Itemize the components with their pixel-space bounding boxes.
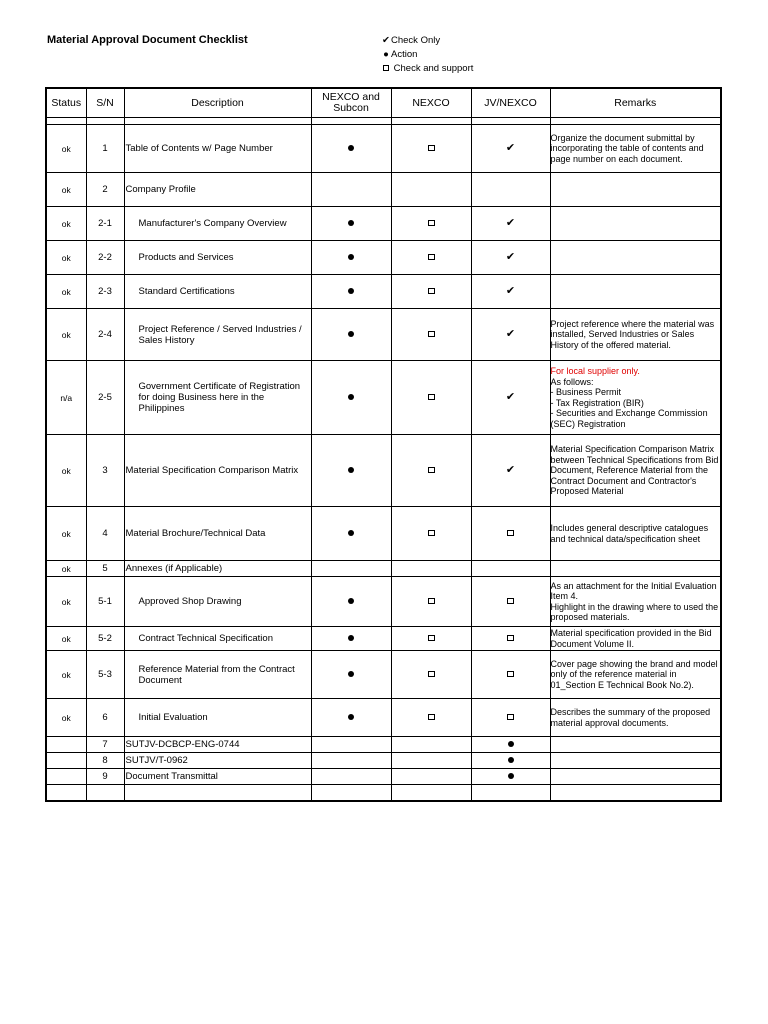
header-spacer bbox=[46, 118, 721, 125]
remarks-cell bbox=[550, 753, 721, 769]
square-icon bbox=[428, 530, 435, 536]
col-description: Description bbox=[124, 88, 311, 118]
square-icon bbox=[428, 467, 435, 473]
status-cell: ok bbox=[46, 309, 86, 361]
status-cell: n/a bbox=[46, 361, 86, 435]
nexco-cell bbox=[391, 507, 471, 561]
remarks-text: Cover page showing the brand and model only of the reference material in 01_Section E Technical Book No.2). bbox=[550, 658, 718, 690]
status-cell: ok bbox=[46, 241, 86, 275]
dot-icon bbox=[348, 671, 354, 677]
table-row bbox=[46, 651, 721, 699]
description-cell: Annexes (if Applicable) bbox=[124, 561, 311, 577]
remarks-cell bbox=[550, 435, 721, 507]
nexco-subcon-cell bbox=[311, 435, 391, 507]
status-cell: ok bbox=[46, 275, 86, 309]
nexco-cell bbox=[391, 361, 471, 435]
sn-cell: 1 bbox=[86, 125, 124, 173]
sn-cell: 2-5 bbox=[86, 361, 124, 435]
nexco-cell bbox=[391, 241, 471, 275]
nexco-subcon-cell bbox=[311, 125, 391, 173]
nexco-subcon-cell bbox=[311, 241, 391, 275]
nexco-cell bbox=[391, 173, 471, 207]
check-icon: ✔ bbox=[505, 217, 516, 229]
square-icon bbox=[507, 714, 514, 720]
remarks-cell bbox=[550, 309, 721, 361]
nexco-subcon-cell bbox=[311, 361, 391, 435]
check-icon: ✔ bbox=[382, 35, 390, 46]
remarks-text: As an attachment for the Initial Evaluation Item 4. Highlight in the drawing where to used the proposed materials. bbox=[550, 580, 719, 622]
description-cell: Initial Evaluation bbox=[124, 699, 311, 737]
jv-nexco-cell bbox=[471, 737, 550, 753]
table-row bbox=[46, 207, 721, 241]
status-cell: ok bbox=[46, 207, 86, 241]
sn-cell: 2-4 bbox=[86, 309, 124, 361]
status-cell: ok bbox=[46, 627, 86, 651]
remarks-cell bbox=[550, 125, 721, 173]
col-remarks: Remarks bbox=[550, 88, 721, 118]
nexco-cell bbox=[391, 627, 471, 651]
remarks-text: Describes the summary of the proposed material approval documents. bbox=[550, 707, 711, 728]
legend-item-action: ● Action bbox=[381, 48, 473, 62]
square-icon bbox=[428, 635, 435, 641]
sn-cell: 5-1 bbox=[86, 577, 124, 627]
check-icon: ✔ bbox=[505, 285, 516, 297]
status-cell: ok bbox=[46, 435, 86, 507]
remarks-cell bbox=[550, 241, 721, 275]
dot-icon: ● bbox=[383, 49, 389, 60]
jv-nexco-cell bbox=[471, 361, 550, 435]
table-row bbox=[46, 737, 721, 753]
remarks-text: As follows: - Business Permit - Tax Registration (BIR) - Securities and Exchange Commission (SEC) Registration bbox=[550, 376, 708, 429]
nexco-subcon-cell bbox=[311, 769, 391, 785]
description-cell: Standard Certifications bbox=[124, 275, 311, 309]
remarks-cell bbox=[550, 507, 721, 561]
jv-nexco-cell bbox=[471, 785, 550, 801]
dot-icon bbox=[348, 220, 354, 226]
dot-icon bbox=[348, 714, 354, 720]
table-row bbox=[46, 785, 721, 801]
nexco-subcon-cell bbox=[311, 651, 391, 699]
status-cell bbox=[46, 785, 86, 801]
col-jv-nexco: JV/NEXCO bbox=[471, 88, 550, 118]
remarks-cell bbox=[550, 737, 721, 753]
nexco-subcon-cell bbox=[311, 785, 391, 801]
dot-icon bbox=[348, 635, 354, 641]
description-cell: Company Profile bbox=[124, 173, 311, 207]
nexco-cell bbox=[391, 561, 471, 577]
remarks-cell bbox=[550, 651, 721, 699]
check-icon: ✔ bbox=[505, 251, 516, 263]
nexco-cell bbox=[391, 769, 471, 785]
check-icon: ✔ bbox=[505, 142, 516, 154]
nexco-subcon-cell bbox=[311, 627, 391, 651]
description-cell: Table of Contents w/ Page Number bbox=[124, 125, 311, 173]
nexco-cell bbox=[391, 737, 471, 753]
nexco-cell bbox=[391, 651, 471, 699]
remarks-text: Organize the document submittal by incorporating the table of contents and page number on each document. bbox=[550, 132, 704, 164]
dot-icon bbox=[508, 773, 514, 779]
table-row bbox=[46, 769, 721, 785]
square-icon bbox=[428, 288, 435, 294]
nexco-subcon-cell bbox=[311, 309, 391, 361]
col-status: Status bbox=[46, 88, 86, 118]
square-icon bbox=[381, 62, 391, 76]
nexco-cell bbox=[391, 577, 471, 627]
dot-icon bbox=[348, 288, 354, 294]
square-icon bbox=[428, 598, 435, 604]
remarks-cell bbox=[550, 699, 721, 737]
nexco-cell bbox=[391, 275, 471, 309]
sn-cell: 8 bbox=[86, 753, 124, 769]
document-title: Material Approval Document Checklist bbox=[47, 34, 248, 46]
dot-icon bbox=[508, 741, 514, 747]
jv-nexco-cell bbox=[471, 699, 550, 737]
jv-nexco-cell bbox=[471, 125, 550, 173]
nexco-cell bbox=[391, 753, 471, 769]
nexco-subcon-cell bbox=[311, 699, 391, 737]
checklist-table bbox=[45, 87, 722, 802]
description-cell bbox=[124, 785, 311, 801]
remarks-cell bbox=[550, 361, 721, 435]
remarks-text: Project reference where the material was installed, Served Industries or Sales History of the offered material. bbox=[550, 318, 715, 350]
table-row bbox=[46, 173, 721, 207]
sn-cell: 6 bbox=[86, 699, 124, 737]
nexco-cell bbox=[391, 125, 471, 173]
remarks-cell bbox=[550, 627, 721, 651]
dot-icon bbox=[348, 145, 354, 151]
square-icon bbox=[428, 254, 435, 260]
legend-item-check: ✔Check Only bbox=[382, 35, 441, 46]
remarks-cell bbox=[550, 207, 721, 241]
nexco-cell bbox=[391, 435, 471, 507]
dot-icon bbox=[348, 254, 354, 260]
description-cell: Manufacturer's Company Overview bbox=[124, 207, 311, 241]
sn-cell: 2-1 bbox=[86, 207, 124, 241]
description-cell: Contract Technical Specification bbox=[124, 627, 311, 651]
remarks-text: Material specification provided in the Bid Document Volume II. bbox=[550, 628, 712, 649]
nexco-subcon-cell bbox=[311, 737, 391, 753]
sn-cell: 9 bbox=[86, 769, 124, 785]
table-row bbox=[46, 627, 721, 651]
status-cell bbox=[46, 737, 86, 753]
table-row bbox=[46, 507, 721, 561]
square-icon bbox=[428, 671, 435, 677]
sn-cell: 2-2 bbox=[86, 241, 124, 275]
check-icon: ✔ bbox=[505, 328, 516, 340]
dot-icon bbox=[348, 394, 354, 400]
table-row bbox=[46, 753, 721, 769]
status-cell: ok bbox=[46, 651, 86, 699]
nexco-subcon-cell bbox=[311, 507, 391, 561]
description-cell: Government Certificate of Registration for doing Business here in the Philippines bbox=[124, 361, 311, 435]
nexco-subcon-cell bbox=[311, 173, 391, 207]
remarks-cell bbox=[550, 577, 721, 627]
jv-nexco-cell bbox=[471, 507, 550, 561]
sn-cell: 5 bbox=[86, 561, 124, 577]
description-cell: Material Brochure/Technical Data bbox=[124, 507, 311, 561]
jv-nexco-cell bbox=[471, 577, 550, 627]
dot-icon bbox=[348, 530, 354, 536]
jv-nexco-cell bbox=[471, 435, 550, 507]
col-nexco-subcon: NEXCO and Subcon bbox=[311, 88, 391, 118]
nexco-subcon-cell bbox=[311, 577, 391, 627]
dot-icon bbox=[348, 331, 354, 337]
nexco-cell bbox=[391, 309, 471, 361]
description-cell: SUTJV-DCBCP-ENG-0744 bbox=[124, 737, 311, 753]
jv-nexco-cell bbox=[471, 275, 550, 309]
description-cell: Document Transmittal bbox=[124, 769, 311, 785]
table-row bbox=[46, 699, 721, 737]
remarks-cell bbox=[550, 275, 721, 309]
description-cell: SUTJV/T-0962 bbox=[124, 753, 311, 769]
table-row bbox=[46, 275, 721, 309]
square-icon bbox=[428, 714, 435, 720]
jv-nexco-cell bbox=[471, 309, 550, 361]
status-cell: ok bbox=[46, 699, 86, 737]
square-icon bbox=[428, 220, 435, 226]
status-cell bbox=[46, 753, 86, 769]
status-cell bbox=[46, 769, 86, 785]
remarks-cell bbox=[550, 561, 721, 577]
col-nexco: NEXCO bbox=[391, 88, 471, 118]
sn-cell: 3 bbox=[86, 435, 124, 507]
table-row bbox=[46, 577, 721, 627]
square-icon bbox=[428, 394, 435, 400]
status-cell: ok bbox=[46, 507, 86, 561]
status-cell: ok bbox=[46, 561, 86, 577]
remarks-text: Includes general descriptive catalogues and technical data/specification sheet bbox=[550, 523, 709, 544]
sn-cell: 2-3 bbox=[86, 275, 124, 309]
remarks-cell bbox=[550, 769, 721, 785]
checklist-body bbox=[46, 125, 721, 801]
jv-nexco-cell bbox=[471, 561, 550, 577]
nexco-subcon-cell bbox=[311, 753, 391, 769]
dot-icon bbox=[348, 598, 354, 604]
sn-cell: 2 bbox=[86, 173, 124, 207]
description-cell: Approved Shop Drawing bbox=[124, 577, 311, 627]
description-cell: Project Reference / Served Industries / Sales History bbox=[124, 309, 311, 361]
remarks-cell bbox=[550, 173, 721, 207]
remarks-note: For local supplier only. bbox=[550, 366, 640, 376]
status-cell: ok bbox=[46, 125, 86, 173]
jv-nexco-cell bbox=[471, 173, 550, 207]
description-cell: Reference Material from the Contract Document bbox=[124, 651, 311, 699]
description-cell: Material Specification Comparison Matrix bbox=[124, 435, 311, 507]
legend bbox=[381, 34, 473, 76]
square-icon bbox=[507, 598, 514, 604]
jv-nexco-cell bbox=[471, 769, 550, 785]
jv-nexco-cell bbox=[471, 241, 550, 275]
remarks-text: Material Specification Comparison Matrix between Technical Specifications from Bid Document, Reference Material from the Contract Document and Contractor's Proposed Material bbox=[550, 444, 719, 497]
sn-cell: 5-3 bbox=[86, 651, 124, 699]
sn-cell: 7 bbox=[86, 737, 124, 753]
square-icon bbox=[428, 331, 435, 337]
nexco-cell bbox=[391, 207, 471, 241]
square-icon bbox=[507, 635, 514, 641]
jv-nexco-cell bbox=[471, 753, 550, 769]
nexco-subcon-cell bbox=[311, 207, 391, 241]
status-cell: ok bbox=[46, 577, 86, 627]
jv-nexco-cell bbox=[471, 651, 550, 699]
dot-icon bbox=[348, 467, 354, 473]
description-cell: Products and Services bbox=[124, 241, 311, 275]
nexco-subcon-cell bbox=[311, 561, 391, 577]
table-row bbox=[46, 309, 721, 361]
jv-nexco-cell bbox=[471, 207, 550, 241]
status-cell: ok bbox=[46, 173, 86, 207]
square-icon bbox=[428, 145, 435, 151]
table-header bbox=[46, 88, 721, 118]
square-icon bbox=[507, 671, 514, 677]
sn-cell: 5-2 bbox=[86, 627, 124, 651]
square-icon bbox=[507, 530, 514, 536]
table-row bbox=[46, 361, 721, 435]
remarks-cell bbox=[550, 785, 721, 801]
nexco-subcon-cell bbox=[311, 275, 391, 309]
jv-nexco-cell bbox=[471, 627, 550, 651]
nexco-cell bbox=[391, 785, 471, 801]
table-row bbox=[46, 561, 721, 577]
dot-icon bbox=[508, 757, 514, 763]
check-icon: ✔ bbox=[505, 464, 516, 476]
sn-cell bbox=[86, 785, 124, 801]
col-sn: S/N bbox=[86, 88, 124, 118]
check-icon: ✔ bbox=[505, 391, 516, 403]
table-row bbox=[46, 241, 721, 275]
sn-cell: 4 bbox=[86, 507, 124, 561]
nexco-cell bbox=[391, 699, 471, 737]
legend-item-support: Check and support bbox=[381, 62, 473, 76]
table-row bbox=[46, 435, 721, 507]
table-row bbox=[46, 125, 721, 173]
